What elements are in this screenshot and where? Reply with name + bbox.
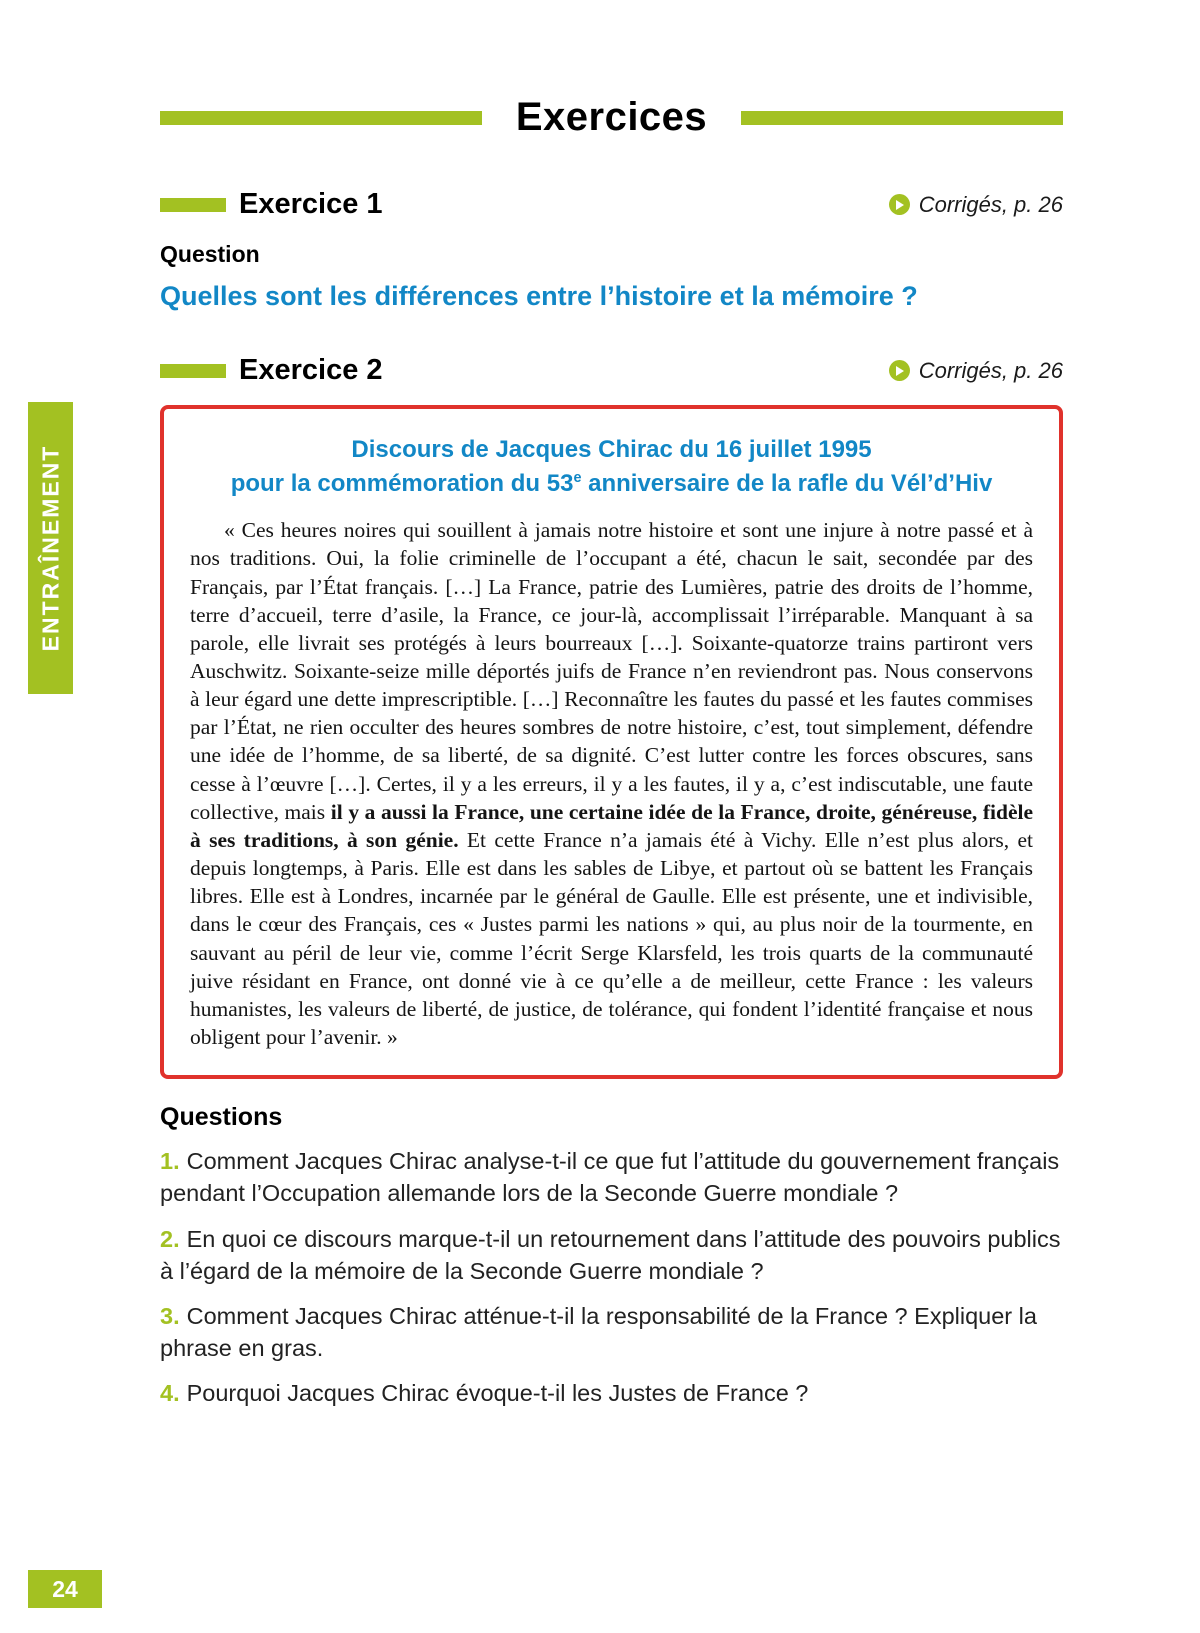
exercice1-question-label: Question: [160, 241, 260, 267]
speech-bold-phrase: il y a aussi la France, une certaine idée de la France, droite, généreuse, fidèle à ses traditions, à son génie.: [190, 799, 1034, 852]
speech-part2: Et cette France n’a jamais été à Vichy. Elle n’est plus alors, et depuis longtemps, à Paris. Elle est dans les sables de Libye, et partout où se battent les Français libres. Elle est à Londres, incarnée par le général de Gaulle. Elle est présente, une et indivisible, dans le cœur des Français, ces « Justes parmi les nations » qui, au plus noir de la tourmente, en sauvant au péril de leur vie, comme l’écrit Serge Klarsfeld, les trois quarts de la communauté juive résidant en France, ont donné vie à ce qu’elle a de meilleur, cette France : les valeurs humanistes, les valeurs de liberté, de justice, de tolérance, qui fondent l’identité française et nous obligent pour l’avenir. »: [190, 827, 1033, 1049]
header-bar-left: [160, 111, 482, 125]
question-item-1: [160, 1145, 1063, 1209]
questions-label: Questions: [160, 1103, 283, 1132]
document-box: [160, 405, 1063, 1079]
exercice1-bar: [160, 198, 226, 212]
exercice2-title: Exercice 2: [239, 354, 383, 386]
question-number: 2.: [160, 1225, 180, 1252]
question-number: 3.: [160, 1302, 180, 1329]
question-text: Comment Jacques Chirac analyse-t-il ce que fut l’attitude du gouvernement français pendant l’Occupation allemande lors de la Seconde Guerre mondiale ?: [160, 1148, 1060, 1207]
page-title: Exercices: [515, 95, 708, 139]
document-title: [190, 433, 1033, 500]
exercice1-header: [160, 188, 1063, 221]
document-title-line2-end: anniversaire de la rafle du Vél’d’Hiv: [581, 469, 993, 497]
exercice1-question-text: Quelles sont les différences entre l’histoire et la mémoire ?: [160, 281, 918, 311]
header-bar-right: [741, 111, 1063, 125]
question-text: En quoi ce discours marque-t-il un retournement dans l’attitude des pouvoirs publics à l’égard de la mémoire de la Seconde Guerre mondiale ?: [160, 1225, 1061, 1284]
document-title-sup: e: [573, 469, 582, 486]
play-icon: [889, 194, 910, 215]
section-tab: [28, 402, 73, 694]
document-title-line2: pour la commémoration du 53: [230, 469, 574, 497]
exercice1-title: Exercice 1: [239, 188, 383, 220]
document-title-line1: Discours de Jacques Chirac du 16 juillet 1995: [351, 436, 872, 463]
exercice1-title-group: [160, 188, 383, 221]
speech-text: [190, 516, 1033, 1051]
exercice2-header: [160, 354, 1063, 387]
corriges-label: Corrigés, p. 26: [918, 191, 1063, 217]
exercice2-title-group: [160, 354, 383, 387]
exercice2-corriges-ref: [889, 358, 1063, 384]
speech-part1: « Ces heures noires qui souillent à jamais notre histoire et sont une injure à notre passé et à nos traditions. Oui, la folie criminelle de l’occupant a été, chacun le sait, secondée par des Français, par l’État français. […] La France, patrie des Lumières, patrie des droits de l’homme, terre d’accueil, terre d’asile, la France, ce jour-là, accomplissait l’irréparable. Manquant à sa parole, elle livrait ses protégés à leurs bourreaux […]. Soixante-quatorze trains partiront vers Auschwitz. Soixante-seize mille déportés juifs de France n’en reviendront pas. Nous conservons à leur égard une dette imprescriptible. […] Reconnaître les fautes du passé et les fautes commises par l’État, ne rien occulter des heures sombres de notre histoire, c’est, tout simplement, défendre une idée de l’homme, de sa liberté, de sa dignité. C’est lutter contre les forces obscures, sans cesse à l’œuvre […]. Certes, il y a les erreurs, il y a les fautes, il y a, c’est indiscutable, une faute collective, mais: [190, 518, 1033, 824]
corriges-label: Corrigés, p. 26: [918, 357, 1063, 383]
page-number: 24: [52, 1575, 78, 1602]
play-icon: [889, 360, 910, 381]
exercice1-corriges-ref: [889, 192, 1063, 218]
question-number: 4.: [160, 1380, 180, 1407]
question-item-3: [160, 1300, 1063, 1364]
exercice2-bar: [160, 364, 226, 378]
question-item-2: [160, 1223, 1063, 1287]
question-number: 1.: [160, 1148, 180, 1175]
question-text: Comment Jacques Chirac atténue-t-il la responsabilité de la France ? Expliquer la phrase en gras.: [160, 1302, 1037, 1362]
section-tab-label: ENTRAÎNEMENT: [37, 444, 63, 652]
page-content: [160, 0, 1063, 1409]
page-number-badge: [28, 1570, 102, 1608]
question-item-4: [160, 1377, 1063, 1409]
page-header: [160, 95, 1063, 140]
question-text: Pourquoi Jacques Chirac évoque-t-il les Justes de France ?: [186, 1380, 809, 1407]
